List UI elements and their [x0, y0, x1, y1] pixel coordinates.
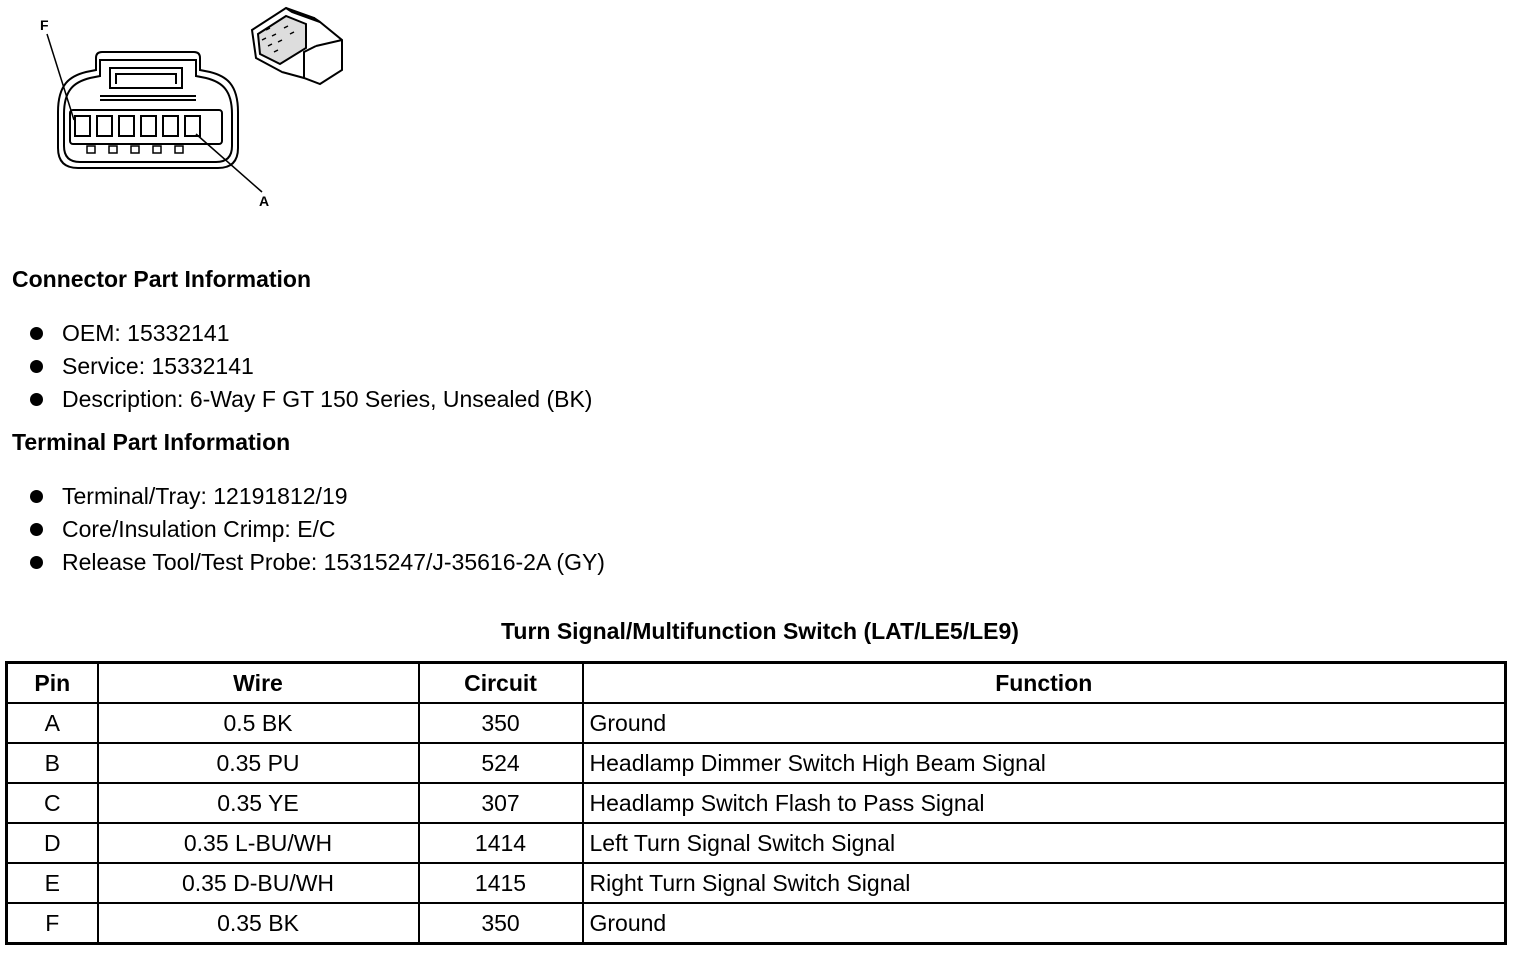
connector-info-item: Service: 15332141: [28, 350, 592, 383]
wire-cell: 0.35 L-BU/WH: [98, 823, 419, 863]
leader-line-f: [47, 34, 74, 120]
table-header-row: [7, 663, 1506, 704]
table-row: [7, 703, 1506, 743]
function-cell: Left Turn Signal Switch Signal: [583, 823, 1506, 863]
wire-cell: 0.35 BK: [98, 903, 419, 944]
table-row: [7, 903, 1506, 944]
pin-cell: E: [7, 863, 98, 903]
terminal-info-heading: Terminal Part Information: [12, 429, 291, 455]
pin-cell: F: [7, 903, 98, 944]
wire-cell: 0.35 D-BU/WH: [98, 863, 419, 903]
table-row: [7, 783, 1506, 823]
connector-face-diagram: [0, 0, 380, 215]
pin-cell: D: [7, 823, 98, 863]
table-row: [7, 863, 1506, 903]
header-circuit: Circuit: [419, 663, 583, 704]
wire-cell: 0.35 PU: [98, 743, 419, 783]
pinout-table-title: Turn Signal/Multifunction Switch (LAT/LE5/LE9): [501, 618, 1019, 644]
connector-info-heading: Connector Part Information: [12, 266, 312, 292]
function-cell: Headlamp Switch Flash to Pass Signal: [583, 783, 1506, 823]
pin-cell: B: [7, 743, 98, 783]
connector-isometric-view: [252, 8, 342, 84]
locking-latch: [110, 68, 182, 88]
circuit-cell: 307: [419, 783, 583, 823]
table-row: [7, 823, 1506, 863]
header-pin: Pin: [7, 663, 98, 704]
terminal-cavities: [75, 116, 200, 136]
connector-info-item: OEM: 15332141: [28, 317, 592, 350]
header-function: Function: [583, 663, 1506, 704]
circuit-cell: 350: [419, 703, 583, 743]
terminal-info-item: Terminal/Tray: 12191812/19: [28, 480, 605, 513]
wire-cell: 0.35 YE: [98, 783, 419, 823]
circuit-cell: 1415: [419, 863, 583, 903]
header-wire: Wire: [98, 663, 419, 704]
terminal-info-item: Release Tool/Test Probe: 15315247/J-35616-2A (GY): [28, 546, 605, 579]
pin-label-f: F: [40, 17, 49, 33]
circuit-cell: 1414: [419, 823, 583, 863]
circuit-cell: 524: [419, 743, 583, 783]
pinout-table: [5, 661, 1507, 945]
function-cell: Ground: [583, 703, 1506, 743]
connector-info-item: Description: 6-Way F GT 150 Series, Unsealed (BK): [28, 383, 592, 416]
pin-label-a: A: [259, 193, 270, 209]
terminal-info-item: Core/Insulation Crimp: E/C: [28, 513, 605, 546]
circuit-cell: 350: [419, 903, 583, 944]
pin-cell: A: [7, 703, 98, 743]
pin-cell: C: [7, 783, 98, 823]
function-cell: Headlamp Dimmer Switch High Beam Signal: [583, 743, 1506, 783]
function-cell: Ground: [583, 903, 1506, 944]
connector-info-list: [28, 317, 592, 416]
function-cell: Right Turn Signal Switch Signal: [583, 863, 1506, 903]
wire-cell: 0.5 BK: [98, 703, 419, 743]
table-row: [7, 743, 1506, 783]
terminal-info-list: [28, 480, 605, 579]
